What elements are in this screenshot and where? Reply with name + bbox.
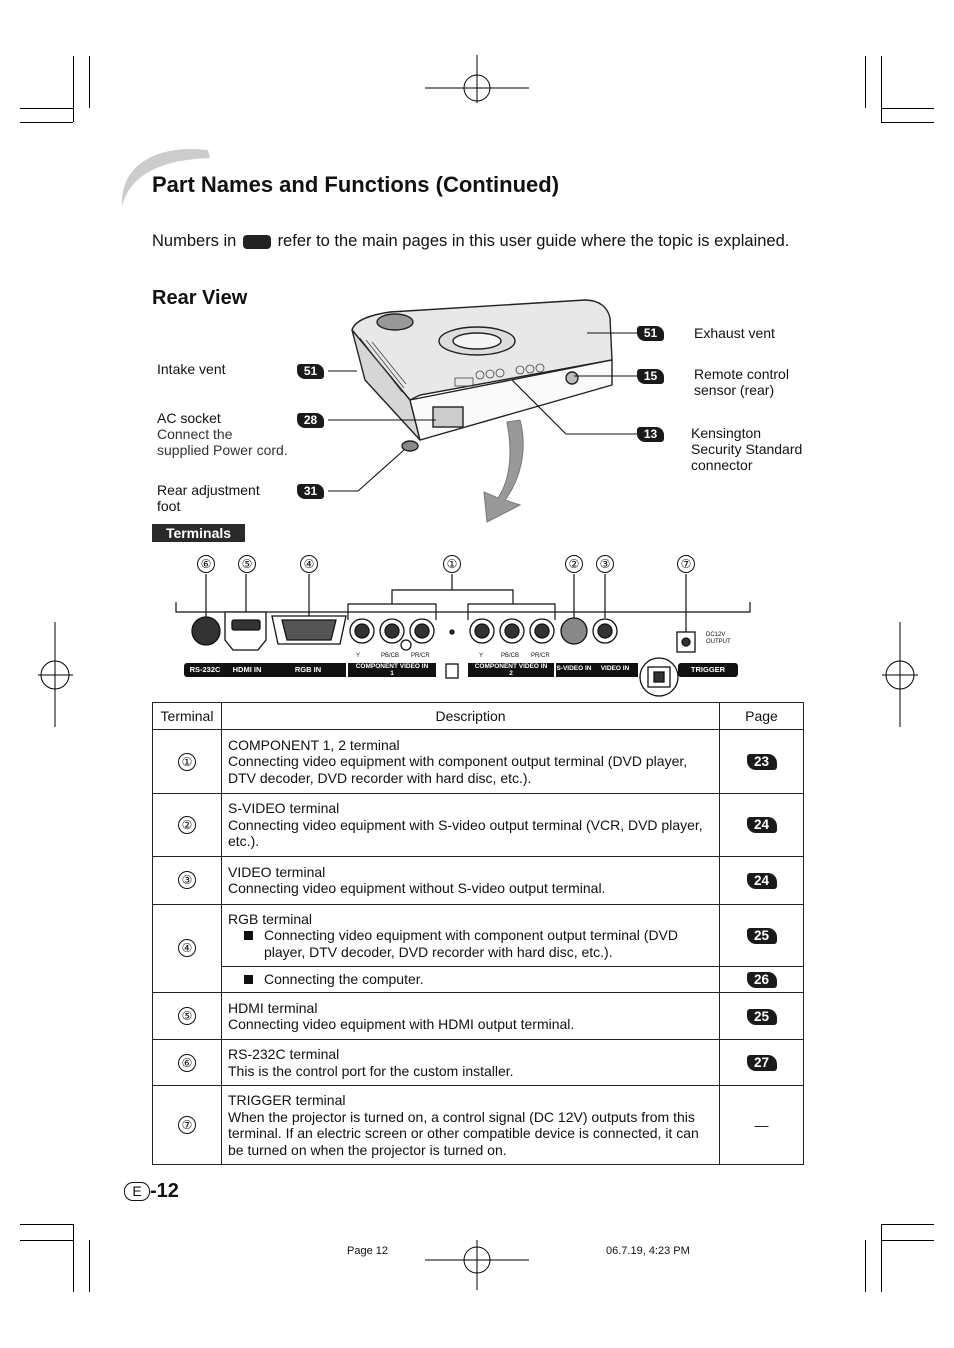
kensington-label1: Kensington: [691, 425, 762, 441]
panel-label-dc12v: DC12V OUTPUT: [706, 632, 731, 645]
row-num: ⑥: [178, 1054, 196, 1072]
terminals-table: [152, 702, 804, 1165]
terminals-tag: Terminals: [152, 524, 245, 542]
table-row: [153, 794, 804, 857]
row-title: HDMI terminal: [228, 999, 318, 1016]
page-ref-intake-vent[interactable]: 51: [297, 364, 324, 379]
table-row: [153, 856, 804, 904]
panel-label-y1: Y: [356, 653, 361, 659]
panel-label-video: VIDEO IN: [600, 665, 630, 672]
page-ref[interactable]: 27: [747, 1055, 777, 1071]
row-num: ⑤: [178, 1007, 196, 1025]
panel-label-pr2: PR/CR: [531, 653, 550, 659]
diagram-num-1: ①: [443, 555, 461, 573]
row-bullet-1: Connecting video equipment with component output terminal (DVD player, DTV decoder, DVD recorder with hard disc, etc.).: [228, 927, 713, 960]
intro-after: refer to the main pages in this user guide where the topic is explained.: [277, 232, 790, 250]
row-num: ②: [178, 816, 196, 834]
page-ref[interactable]: 24: [747, 817, 777, 833]
header-terminal: Terminal: [153, 703, 222, 730]
table-row: [153, 1040, 804, 1086]
row-text: This is the control port for the custom installer.: [228, 1062, 514, 1079]
page-ref[interactable]: 25: [747, 1009, 777, 1025]
intro-before: Numbers in: [152, 232, 237, 250]
table-row: [153, 993, 804, 1040]
page-ref[interactable]: 26: [747, 972, 777, 988]
callout-exhaust-vent: Exhaust vent: [694, 325, 775, 341]
panel-label-pb1: PB/CB: [381, 653, 400, 659]
row-num: ③: [178, 871, 196, 889]
page-number: [124, 1180, 179, 1203]
rear-foot-label2: foot: [157, 498, 181, 514]
row-title: TRIGGER terminal: [228, 1092, 346, 1108]
panel-label-svideo: S-VIDEO IN: [556, 665, 592, 672]
page-ref[interactable]: 24: [747, 873, 777, 889]
diagram-num-7: ⑦: [677, 555, 695, 573]
panel-label-y2: Y: [479, 653, 484, 659]
ac-socket-label: AC socket: [157, 410, 221, 426]
rear-foot-label1: Rear adjustment: [157, 482, 260, 498]
remote-sensor-label1: Remote control: [694, 366, 789, 382]
panel-label-rs232c: RS-232C: [189, 665, 221, 674]
page-ref-ac-socket[interactable]: 28: [297, 413, 324, 428]
row-num: ④: [178, 939, 196, 957]
diagram-num-4: ④: [300, 555, 318, 573]
row-num: ①: [178, 753, 196, 771]
row-text: Connecting video equipment with S-video output terminal (VCR, DVD player, etc.).: [228, 816, 703, 849]
diagram-num-6: ⑥: [197, 555, 215, 573]
table-header-row: [153, 703, 804, 730]
page-title: Part Names and Functions (Continued): [152, 172, 560, 197]
page-ref[interactable]: 25: [747, 928, 777, 944]
page-ref-none: —: [720, 1086, 804, 1165]
row-text: Connecting video equipment with HDMI output terminal.: [228, 1016, 575, 1032]
table-row: [153, 904, 804, 967]
header-page: Page: [720, 703, 804, 730]
table-row: [153, 967, 804, 993]
kensington-label3: connector: [691, 457, 753, 473]
diagram-num-3: ③: [596, 555, 614, 573]
header-description: Description: [222, 703, 720, 730]
row-title: RS-232C terminal: [228, 1046, 340, 1062]
print-meta-date: 06.7.19, 4:23 PM: [606, 1245, 690, 1257]
row-bullet-2: Connecting the computer.: [228, 971, 713, 988]
remote-sensor-label2: sensor (rear): [694, 382, 775, 398]
row-num: ⑦: [178, 1116, 196, 1134]
diagram-num-5: ⑤: [238, 555, 256, 573]
panel-label-rgb: RGB IN: [294, 665, 322, 674]
callout-intake-vent: Intake vent: [157, 361, 226, 377]
row-title: S-VIDEO terminal: [228, 800, 340, 816]
row-text: When the projector is turned on, a control signal (DC 12V) outputs from this terminal. If an electric screen or other compatible device is connected, it can be turned on when the projector is turned on.: [228, 1108, 699, 1158]
print-meta-page: Page 12: [347, 1245, 388, 1257]
row-title: VIDEO terminal: [228, 863, 326, 880]
panel-label-comp1: COMPONENT VIDEO IN 1: [355, 663, 429, 677]
page-ref-exhaust-vent[interactable]: 51: [637, 326, 664, 341]
row-text: Connecting video equipment without S-video output terminal.: [228, 880, 606, 896]
ac-socket-sub1: Connect the: [157, 426, 233, 442]
page-ref[interactable]: 23: [747, 754, 777, 770]
panel-label-hdmi: HDMI IN: [232, 665, 262, 674]
panel-label-pb2: PB/CB: [501, 653, 520, 659]
panel-label-comp2: COMPONENT VIDEO IN 2: [474, 663, 548, 677]
kensington-label2: Security Standard: [691, 441, 803, 457]
page-ref-remote-sensor[interactable]: 15: [637, 369, 664, 384]
row-text: Connecting video equipment with component output terminal (DVD player, DTV decoder, DVD recorder with hard disc, etc.).: [228, 753, 688, 786]
table-row: [153, 730, 804, 794]
table-row: [153, 1086, 804, 1165]
row-title: COMPONENT 1, 2 terminal: [228, 736, 400, 753]
panel-label-pr1: PR/CR: [411, 653, 430, 659]
diagram-num-2: ②: [565, 555, 583, 573]
row-title: RGB terminal: [228, 910, 313, 927]
panel-label-trigger: TRIGGER: [690, 665, 726, 674]
ac-socket-sub2: supplied Power cord.: [157, 442, 288, 458]
page-ref-rear-foot[interactable]: 31: [297, 484, 324, 499]
page-number-text: -12: [150, 1180, 179, 1202]
language-badge: E: [124, 1182, 150, 1201]
page-ref-kensington[interactable]: 13: [637, 427, 664, 442]
section-title: Rear View: [152, 287, 248, 309]
